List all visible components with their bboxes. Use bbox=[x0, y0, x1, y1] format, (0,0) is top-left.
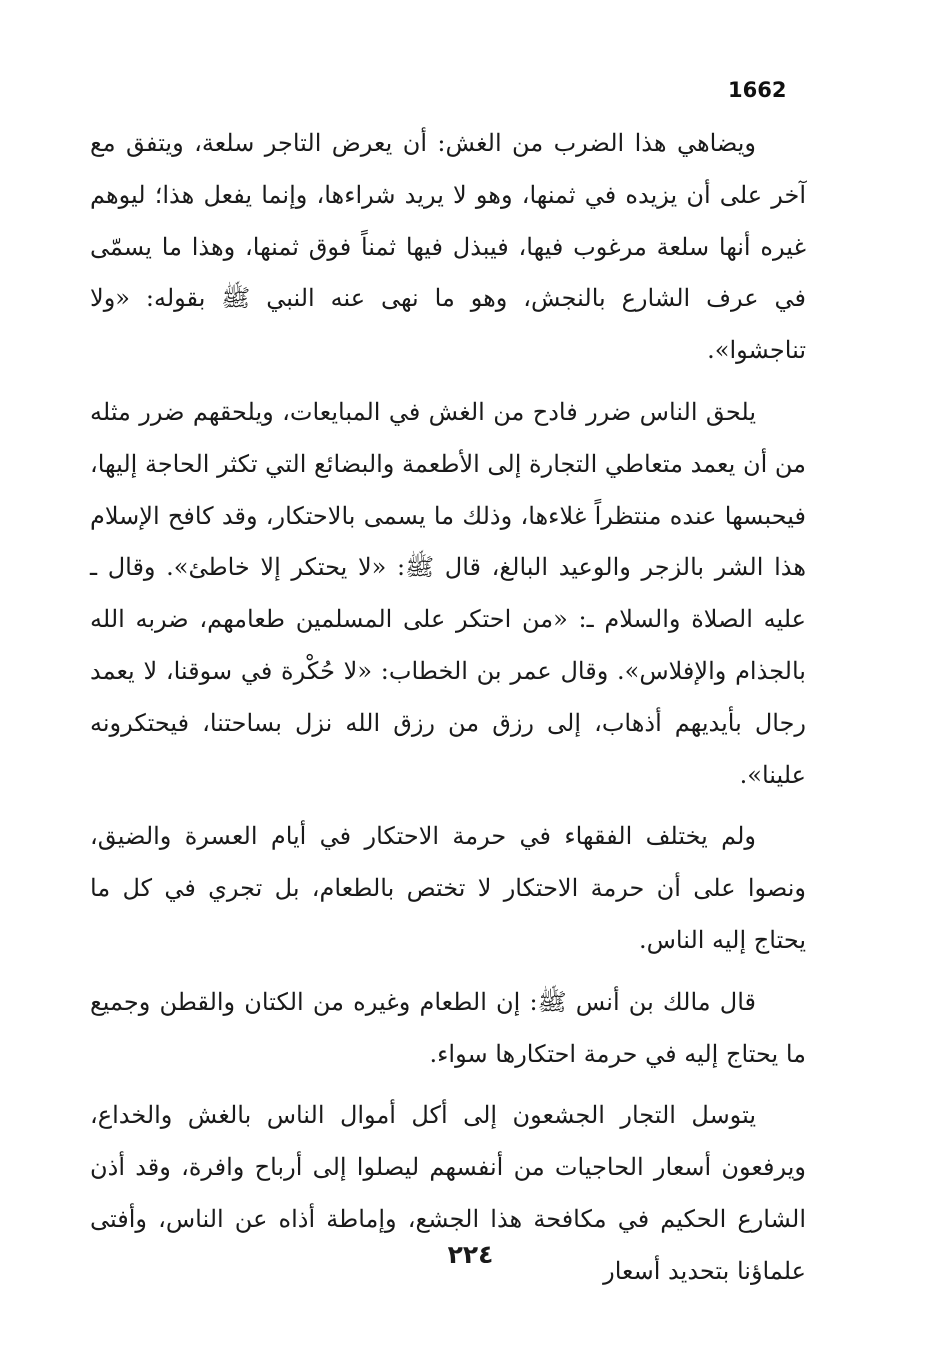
paragraph-malik: قال مالك بن أنس ﷺ: إن الطعام وغيره من الكتان والقطن وجميع ما يحتاج إليه في حرمة احتكارها سواء. bbox=[90, 987, 806, 1068]
paragraph-najsh: ويضاهي هذا الضرب من الغش: أن يعرض التاجر سلعة، ويتفق مع آخر على أن يزيده في ثمنها، وهو لا يريد شراءها، وإنما يفعل هذا؛ ليوهم غيره أنها سلعة مرغوب فيها، فيبذل فيها ثمناً فوق ثمنها، وهذا ما يسمّى في عرف الشارع بالنجش، وهو ما نهى عنه النبي ﷺ بقوله: «ولا تناجشوا». bbox=[90, 129, 806, 365]
body-text bbox=[90, 118, 806, 1308]
page-number: ٢٢٤ bbox=[447, 1240, 494, 1269]
paragraph-prices: يتوسل التجار الجشعون إلى أكل أموال الناس بالغش والخداع، ويرفعون أسعار الحاجيات من أنفسهم ليصلوا إلى أرباح وافرة، وقد أذن الشارع الحكيم في مكافحة هذا الجشع، وإماطة أذاه عن الناس، وأفتى علماؤنا بتحديد أسعار bbox=[90, 1101, 806, 1285]
paragraph-ihtikar: يلحق الناس ضرر فادح من الغش في المبايعات، ويلحقهم ضرر مثله من أن يعمد متعاطي التجارة إلى الأطعمة والبضائع التي تكثر الحاجة إليها، فيحبسها عنده منتظراً غلاءها، وذلك ما يسمى بالاحتكار، وقد كافح الإسلام هذا الشر بالزجر والوعيد البالغ، قال ﷺ: «لا يحتكر إلا خاطئ». وقال ـ عليه الصلاة والسلام ـ: «من احتكر على المسلمين طعامهم، ضربه الله بالجذام والإفلاس». وقال عمر بن الخطاب: «لا حُكْرة في سوقنا، لا يعمد رجال بأيديهم أذهاب، إلى رزق من رزق الله نزل بساحتنا، فيحتكرونه علينا». bbox=[90, 397, 806, 789]
page-identifier: 1662 bbox=[728, 78, 787, 102]
paragraph-fuqaha: ولم يختلف الفقهاء في حرمة الاحتكار في أيام العسرة والضيق، ونصوا على أن حرمة الاحتكار لا تختص بالطعام، بل تجري في كل ما يحتاج إليه الناس. bbox=[90, 822, 806, 954]
